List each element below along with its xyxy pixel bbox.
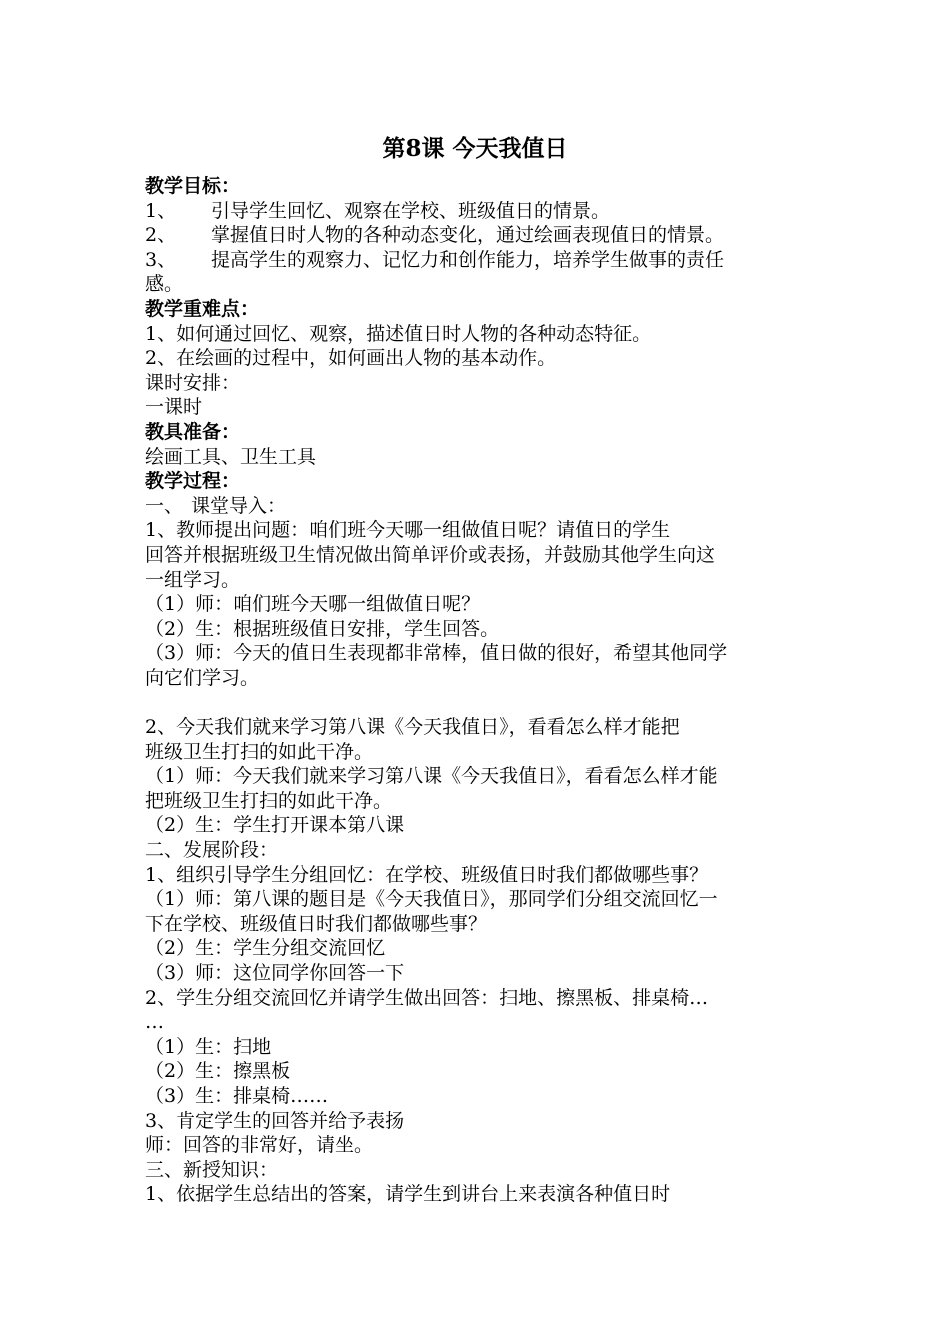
process-step-title: 二、发展阶段： [145,839,279,862]
section-heading-schedule: 课时安排： [145,371,241,394]
section-heading-materials: 教具准备： [145,420,241,443]
dialogue-line: （1）生：扫地 [145,1035,272,1058]
dialogue-line: （1）师：咱们班今天哪一组做值日呢？ [145,593,481,616]
dialogue-line: （1）师：今天我们就来学习第八课《今天我值日》，看看怎么样才能 [145,765,718,788]
list-number: 2、 [145,224,177,247]
section-heading-objectives: 教学目标： [145,175,241,197]
paragraph-line: 1、教师提出问题：咱们班今天哪一组做值日呢？请值日的学生 [145,519,671,542]
dialogue-line: 把班级卫生打扫的如此干净。 [145,789,393,812]
page-title: 第8课 今天我值日 [382,135,568,162]
objective-item [145,248,810,273]
lesson-body [145,174,810,1207]
blank-line [145,690,810,715]
key-point-item: 1、如何通过回忆、观察，描述值日时人物的各种动态特征。 [145,322,652,345]
dialogue-line: 下在学校、班级值日时我们都做哪些事？ [145,912,488,935]
dialogue-line: （3）师：这位同学你回答一下 [145,962,405,984]
paragraph-line: 一组学习。 [145,568,241,591]
process-step-title: 课堂导入： [191,494,287,517]
process-step-title: 三、新授知识： [145,1158,279,1181]
paragraph-line: … [145,1011,164,1034]
objective-item [145,223,810,248]
dialogue-line: （2）生：根据班级值日安排，学生回答。 [145,617,500,640]
objective-text: 提高学生的观察力、记忆力和创作能力，培养学生做事的责任 [211,248,725,271]
dialogue-line: （3）生：排桌椅…… [145,1084,329,1107]
dialogue-line: 师：回答的非常好，请坐。 [145,1134,374,1157]
dialogue-line: （2）生：学生打开课本第八课 [145,814,405,837]
list-number: 一、 [145,494,184,517]
paragraph-line: 2、学生分组交流回忆并请学生做出回答：扫地、擦黑板、排桌椅… [145,986,709,1009]
paragraph-line: 1、依据学生总结出的答案，请学生到讲台上来表演各种值日时 [145,1183,671,1206]
paragraph-line: 1、组织引导学生分组回忆：在学校、班级值日时我们都做哪些事？ [145,863,709,886]
schedule-text: 一课时 [145,396,203,419]
paragraph-line: 2、今天我们就来学习第八课《今天我值日》，看看怎么样才能把 [145,716,680,739]
key-point-item: 2、在绘画的过程中，如何画出人物的基本动作。 [145,347,557,370]
dialogue-line: （1）师：第八课的题目是《今天我值日》，那同学们分组交流回忆一 [145,888,718,911]
objective-text: 掌握值日时人物的各种动态变化，通过绘画表现值日的情景。 [211,224,725,247]
objective-text: 引导学生回忆、观察在学校、班级值日的情景。 [211,199,611,222]
process-step [145,494,810,519]
paragraph-line: 3、肯定学生的回答并给予表扬 [145,1109,405,1132]
paragraph-line: 回答并根据班级卫生情况做出简单评价或表扬，并鼓励其他学生向这 [145,543,716,566]
dialogue-line: 向它们学习。 [145,666,260,689]
materials-text: 绘画工具、卫生工具 [145,445,317,468]
section-heading-key-points: 教学重难点： [145,297,260,320]
objective-item [145,199,810,224]
list-number: 1、 [145,199,177,222]
dialogue-line: （2）生：擦黑板 [145,1060,291,1083]
objective-text-continued: 感。 [145,273,184,296]
dialogue-line: （2）生：学生分组交流回忆 [145,937,386,960]
list-number: 3、 [145,248,177,271]
section-heading-process: 教学过程： [145,470,241,493]
dialogue-line: （3）师：今天的值日生表现都非常棒，值日做的很好，希望其他同学 [145,642,728,665]
paragraph-line: 班级卫生打扫的如此干净。 [145,740,374,763]
